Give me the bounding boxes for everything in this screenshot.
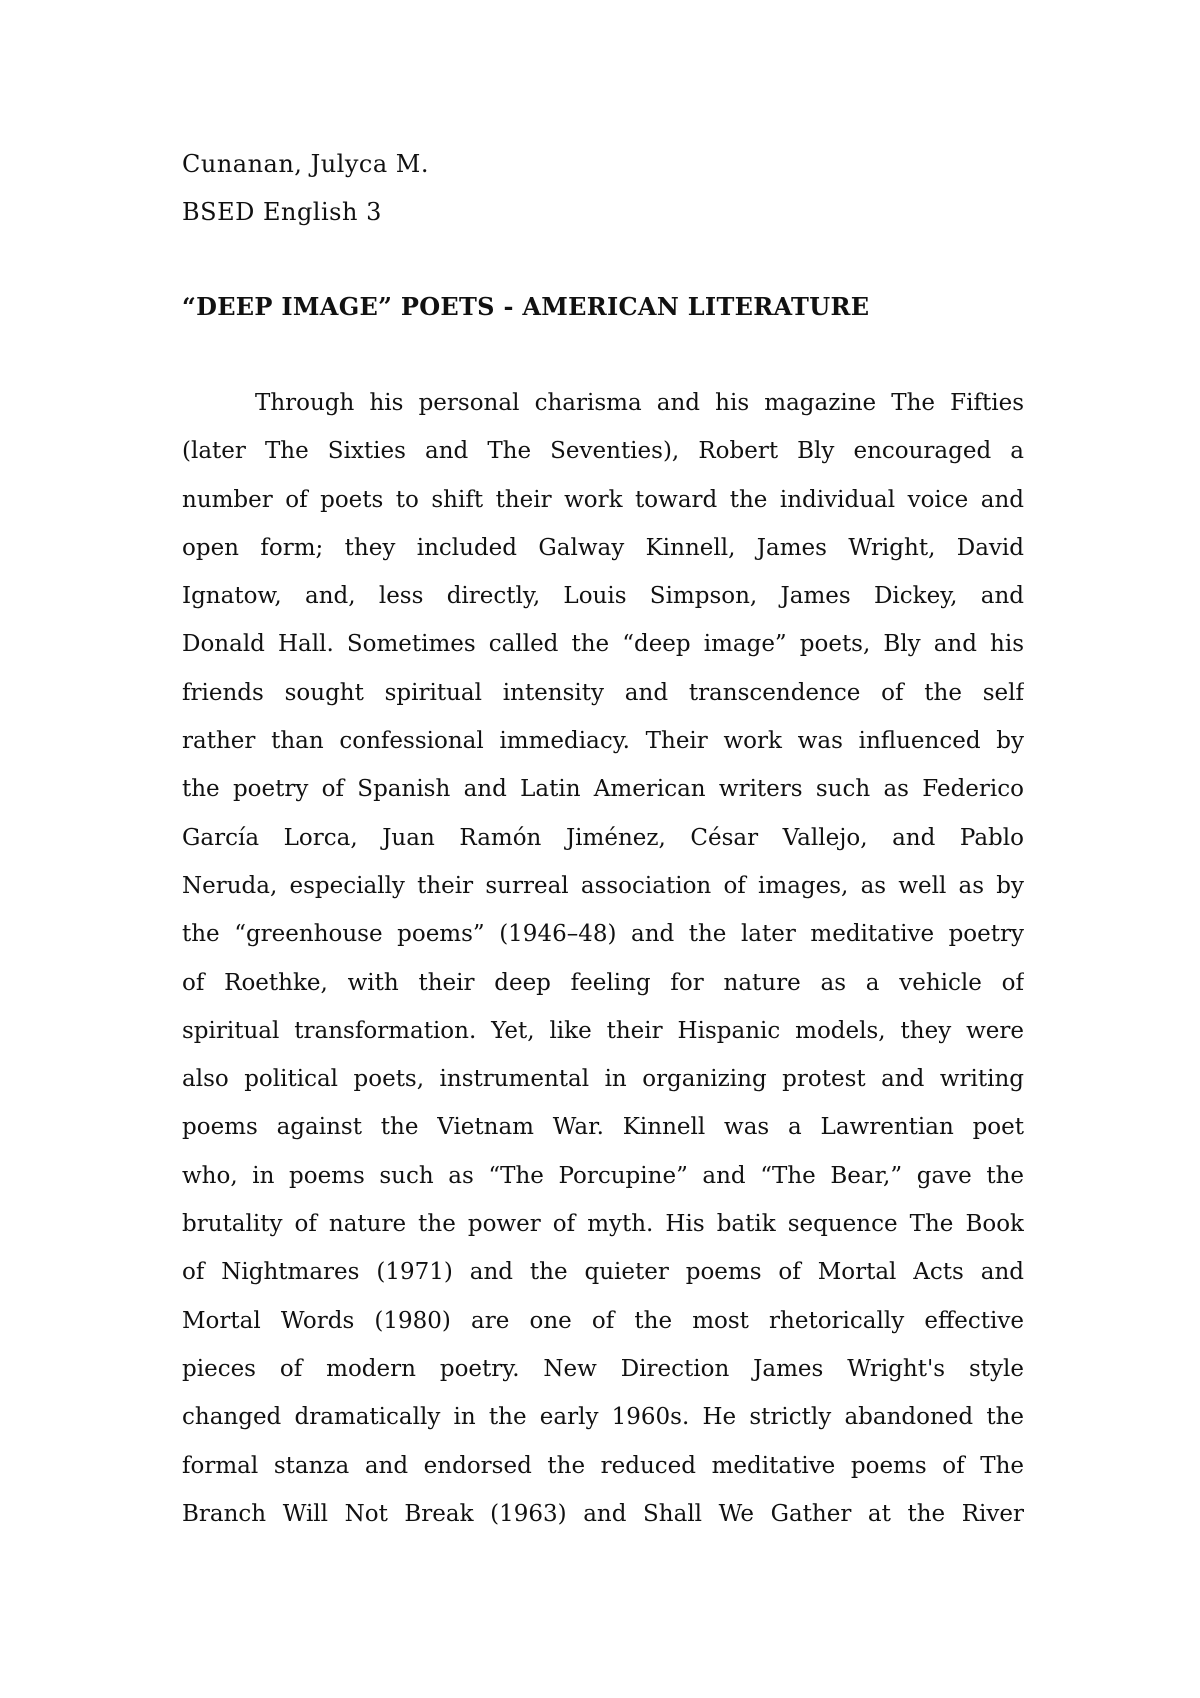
paragraph-line: Through his personal charisma and his magazine The Fifties	[255, 390, 1024, 416]
paragraph-line: (later The Sixties and The Seventies), Robert Bly encouraged a	[182, 438, 1024, 465]
paragraph-line: Neruda, especially their surreal association of images, as well as by	[182, 872, 1024, 899]
paragraph-line: number of poets to shift their work toward the individual voice and	[182, 486, 1024, 513]
paragraph-line: brutality of nature the power of myth. His batik sequence The Book	[182, 1211, 1024, 1238]
paragraph-line: Branch Will Not Break (1963) and Shall We Gather at the River	[182, 1500, 1024, 1527]
paragraph-line: also political poets, instrumental in organizing protest and writing	[182, 1066, 1024, 1093]
paragraph-line: of Nightmares (1971) and the quieter poems of Mortal Acts and	[182, 1259, 1024, 1286]
paragraph-line: spiritual transformation. Yet, like their Hispanic models, they were	[182, 1017, 1024, 1044]
paragraph-line: Mortal Words (1980) are one of the most rhetorically effective	[182, 1307, 1024, 1334]
paragraph-line: García Lorca, Juan Ramón Jiménez, César Vallejo, and Pablo	[182, 824, 1024, 851]
paragraph-line: changed dramatically in the early 1960s. He strictly abandoned the	[182, 1404, 1024, 1431]
paragraph-line: of Roethke, with their deep feeling for nature as a vehicle of	[182, 969, 1024, 996]
essay-paragraph	[182, 388, 1024, 1547]
paragraph-line: open form; they included Galway Kinnell, James Wright, David	[182, 534, 1024, 561]
paragraph-line: the “greenhouse poems” (1946–48) and the later meditative poetry	[182, 921, 1024, 948]
course-label: BSED English 3	[182, 198, 382, 226]
paragraph-line: Donald Hall. Sometimes called the “deep image” poets, Bly and his	[182, 631, 1024, 658]
paragraph-line: formal stanza and endorsed the reduced meditative poems of The	[182, 1452, 1024, 1479]
paragraph-line: rather than confessional immediacy. Their work was influenced by	[182, 728, 1024, 755]
essay-title: “DEEP IMAGE” POETS - AMERICAN LITERATURE	[182, 292, 870, 321]
paragraph-line: pieces of modern poetry. New Direction James Wright's style	[182, 1355, 1024, 1382]
paragraph-line: poems against the Vietnam War. Kinnell was a Lawrentian poet	[182, 1114, 1024, 1141]
paragraph-line: who, in poems such as “The Porcupine” and “The Bear,” gave the	[182, 1162, 1024, 1189]
paragraph-line: Ignatow, and, less directly, Louis Simpson, James Dickey, and	[182, 583, 1024, 610]
author-name: Cunanan, Julyca M.	[182, 150, 429, 178]
paragraph-line: friends sought spiritual intensity and transcendence of the self	[182, 679, 1024, 706]
paragraph-line: the poetry of Spanish and Latin American writers such as Federico	[182, 776, 1024, 803]
